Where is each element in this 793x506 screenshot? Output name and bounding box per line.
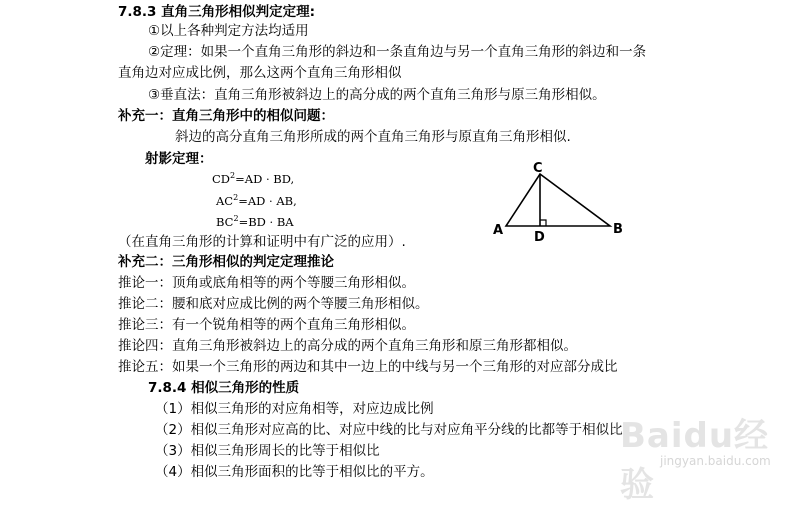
- formula-bc-rhs: =BD · BA: [238, 215, 294, 229]
- property-2: （2）相似三角形对应高的比、对应中线的比与对应角平分线的比都等于相似比: [155, 422, 623, 438]
- supplement-1-heading: 补充一：直角三角形中的相似问题：: [118, 108, 334, 124]
- projection-theorem-title: 射影定理：: [145, 151, 213, 167]
- vertex-label-b: B: [613, 222, 623, 237]
- corollary-5: 推论五：如果一个三角形的两边和其中一边上的中线与另一个三角形的对应部分成比: [118, 359, 618, 375]
- corollary-3: 推论三：有一个锐角相等的两个直角三角形相似。: [118, 317, 415, 333]
- exponent: 2: [230, 171, 236, 180]
- criterion-item-1: ①以上各种判定方法均适用: [148, 23, 309, 39]
- formula-bc: [216, 213, 294, 233]
- criterion-item-2-line-2: 直角边对应成比例，那么这两个直角三角形相似: [118, 65, 402, 81]
- corollary-2: 推论二：腰和底对应成比例的两个等腰三角形相似。: [118, 296, 429, 312]
- corollary-4: 推论四：直角三角形被斜边上的高分成的两个直角三角形和原三角形都相似。: [118, 338, 577, 354]
- corollary-1: 推论一：顶角或底角相等的两个等腰三角形相似。: [118, 275, 415, 291]
- application-note: （在直角三角形的计算和证明中有广泛的应用）.: [118, 234, 406, 250]
- formula-ac-lhs: AC: [216, 194, 234, 208]
- formula-cd-lhs: CD: [212, 172, 231, 186]
- formula-cd-rhs: =AD · BD,: [235, 172, 295, 186]
- baidu-jingyan-watermark: [620, 408, 790, 505]
- exponent: 2: [233, 214, 239, 223]
- supplement-1-text: 斜边的高分直角三角形所成的两个直角三角形与原直角三角形相似.: [175, 129, 571, 145]
- watermark-url: jingyan.baidu.com: [660, 454, 771, 468]
- formula-ac: [216, 192, 297, 212]
- formula-cd: [212, 170, 294, 190]
- vertex-label-a: A: [493, 223, 504, 238]
- vertex-label-c: C: [533, 161, 543, 176]
- criterion-item-3: ③垂直法：直角三角形被斜边上的高分成的两个直角三角形与原三角形相似。: [148, 87, 606, 103]
- watermark-logo: Baidu经验: [620, 416, 770, 505]
- right-angle-mark: [540, 220, 546, 226]
- exponent: 2: [233, 193, 239, 202]
- property-3: （3）相似三角形周长的比等于相似比: [155, 443, 380, 459]
- property-1: （1）相似三角形的对应角相等，对应边成比例: [155, 401, 434, 417]
- triangle-abc: [506, 174, 610, 226]
- property-4: （4）相似三角形面积的比等于相似比的平方。: [155, 464, 434, 480]
- formula-bc-lhs: BC: [216, 215, 234, 229]
- supplement-2-heading: 补充二：三角形相似的判定定理推论: [118, 254, 334, 270]
- vertex-label-d: D: [534, 230, 545, 244]
- formula-ac-rhs: =AD · AB,: [238, 194, 297, 208]
- section-heading-7-8-3: 7.8.3 直角三角形相似判定定理:: [118, 4, 316, 20]
- section-heading-7-8-4: 7.8.4 相似三角形的性质: [148, 380, 300, 396]
- criterion-item-2-line-1: ②定理：如果一个直角三角形的斜边和一条直角边与另一个直角三角形的斜边和一条: [148, 44, 647, 60]
- right-triangle-figure: [488, 158, 628, 244]
